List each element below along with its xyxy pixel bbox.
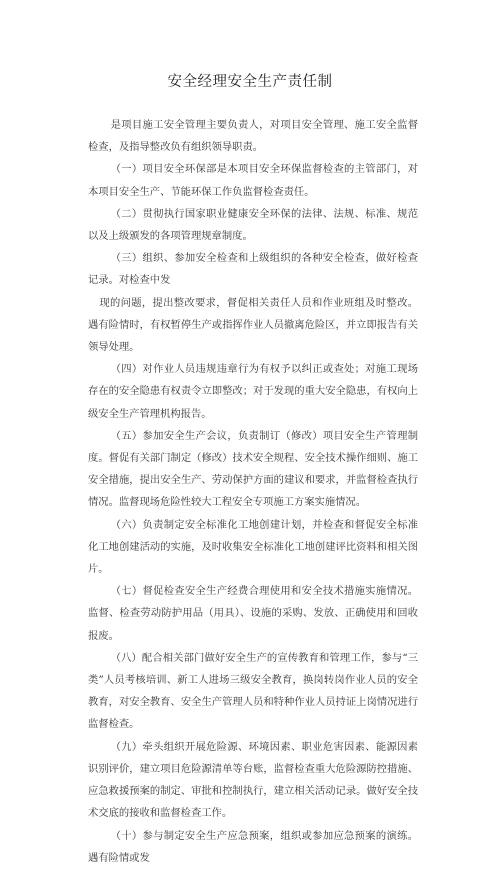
paragraph-item-7: （七）督促检查安全生产经费合理使用和安全技术措施实施情况。监督、检查劳动防护用品（用具）、设施的采购、发放、正确使用和回收报废。 (88, 585, 418, 642)
paragraph-item-2: （二）贯彻执行国家职业健康安全环保的法律、法规、标准、规范以及上级颁发的各项管理规章制度。 (88, 207, 418, 243)
document-title: 安全经理安全生产责任制 (167, 74, 333, 90)
paragraph-item-4: （四）对作业人员违规违章行为有权予以纠正或查处；对施工现场存在的安全隐患有权责令立即整改；对于发现的重大安全隐患，有权向上级安全生产管理机构报告。 (88, 363, 418, 420)
paragraph-item-8: （八）配合相关部门做好安全生产的宣传教育和管理工作，参与“三类”人员考核培训、新工人进场三级安全教育，换岗转岗作业人员的安全教育，对安全教育、安全生产管理人员和特种作业人员持证上岗情况进行监督检查。 (88, 651, 418, 731)
paragraph-item-1: （一）项目安全环保部是本项目安全环保监督检查的主管部门，对本项目安全生产、节能环保工作负监督检查责任。 (88, 163, 418, 198)
paragraph-item-3-continued: 现的问题，提出整改要求，督促相关责任人员和作业班组及时整改。遇有险情时，有权暂停生产或指挥作业人员撤离危险区，并立即报告有关领导处理。 (88, 296, 418, 354)
paragraph-item-3: （三）组织、参加安全检查和上级组织的各种安全检查，做好检查记录。对检查中发 (88, 252, 418, 287)
paragraph-intro: 是项目施工安全管理主要负责人，对项目安全管理、施工安全监督检查，及指导整改负有组织领导职责。 (88, 119, 418, 154)
paragraph-item-5: （五）参加安全生产会议，负责制订（修改）项目安全生产管理制度。督促有关部门制定（修改）技术安全规程、安全技术操作细则、施工安全措施，提出安全生产、劳动保护方面的建议和要求，并监督检查执行情况。监督现场危险性较大工程安全专项施工方案实施情况。 (88, 429, 418, 509)
paragraph-item-9: （九）牵头组织开展危险源、环境因素、职业危害因素、能源因素识别评价，建立项目危险源清单等台账，监督检查重大危险源防控措施、应急救援预案的制定、审批和控制执行，建立相关活动记录。做好安全技术交底的接收和监督检查工作。 (88, 740, 418, 820)
paragraph-item-6: （六）负责制定安全标准化工地创建计划，并检查和督促安全标准化工地创建活动的实施，及时收集安全标准化工地创建评比资料和相关图片。 (88, 518, 418, 576)
document-body (88, 114, 418, 869)
paragraph-item-10: （十）参与制定安全生产应急预案，组织或参加应急预案的演练。遇有险情或发 (88, 829, 418, 864)
